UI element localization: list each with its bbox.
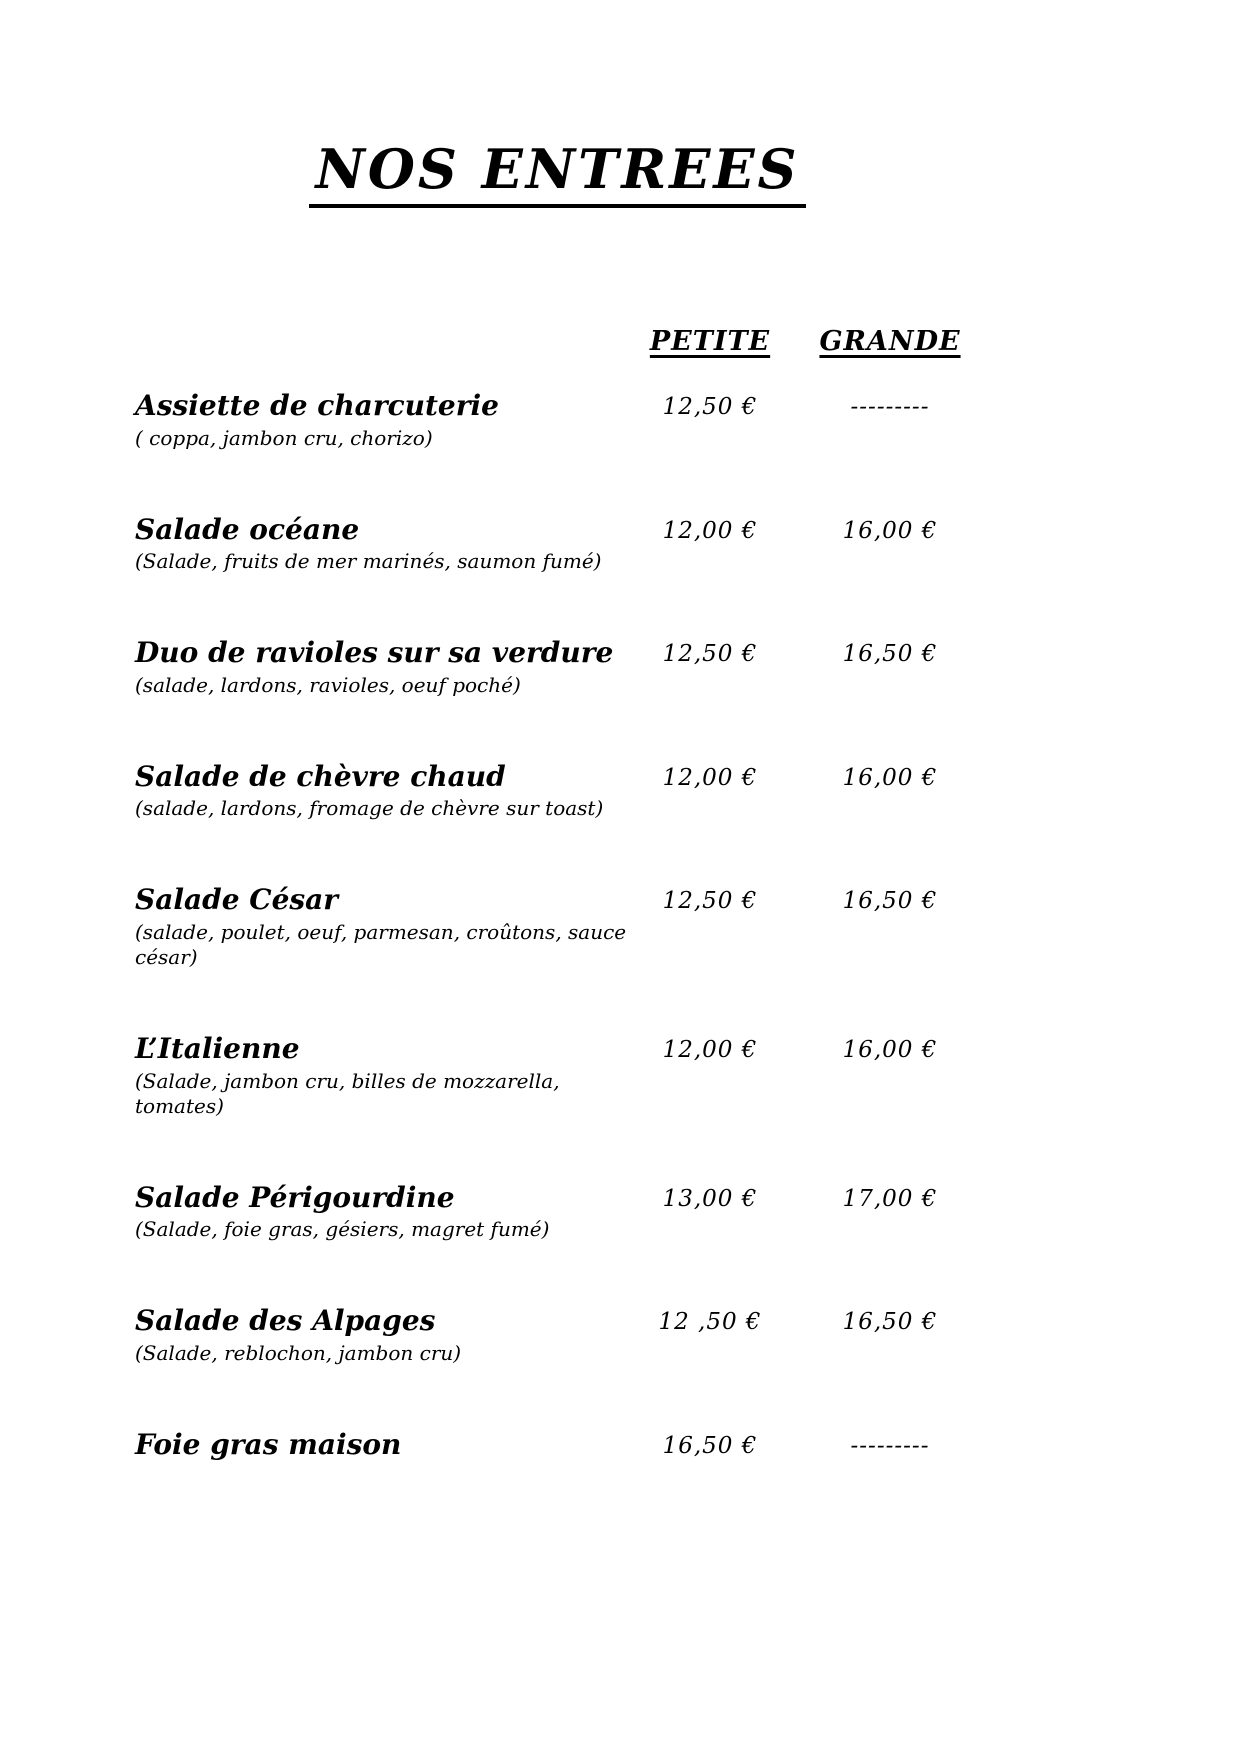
item-price-petite: 12,50 € (662, 641, 758, 668)
price-column-headers (135, 326, 1241, 357)
menu-item-row (135, 636, 1241, 698)
item-description: (salade, lardons, fromage de chèvre sur toast) (135, 796, 604, 821)
menu-item-text (135, 1032, 635, 1119)
menu-item-row (135, 513, 1241, 575)
menu-item-text (135, 1181, 635, 1243)
menu-item-text (135, 636, 635, 698)
menu-item-text (135, 1304, 635, 1366)
item-description: (salade, lardons, ravioles, oeuf poché) (135, 672, 521, 697)
item-price-grande: 16,00 € (842, 1037, 938, 1064)
menu-item-row (135, 389, 1241, 451)
item-price-grande: 16,50 € (842, 641, 938, 668)
item-name: Salade César (135, 883, 339, 917)
item-name: Salade de chèvre chaud (135, 759, 506, 793)
item-price-grande: 17,00 € (842, 1185, 938, 1212)
item-price-petite: 12,50 € (662, 888, 758, 915)
menu-item-row (135, 760, 1241, 822)
item-description: (salade, poulet, oeuf, parmesan, croûtons, sauce césar) (135, 920, 627, 970)
item-name: Salade océane (135, 512, 360, 546)
header-spacer (135, 326, 635, 357)
item-price-grande: 16,50 € (842, 888, 938, 915)
item-description: (Salade, fruits de mer marinés, saumon fumé) (135, 549, 602, 574)
menu-item-row (135, 1428, 1241, 1462)
menu-items-list (135, 389, 1241, 1461)
menu-item-text (135, 1428, 635, 1462)
item-price-grande: 16,00 € (842, 764, 938, 791)
item-description: ( coppa, jambon cru, chorizo) (135, 425, 433, 450)
item-price-petite: 13,00 € (662, 1185, 758, 1212)
item-price-grande: 16,00 € (842, 517, 938, 544)
column-header-grande: GRANDE (819, 326, 961, 358)
menu-item-row (135, 1032, 1241, 1119)
item-price-petite: 12,00 € (662, 764, 758, 791)
menu-item-text (135, 760, 635, 822)
menu-item-row (135, 1181, 1241, 1243)
item-description: (Salade, reblochon, jambon cru) (135, 1340, 462, 1365)
item-description: (Salade, foie gras, gésiers, magret fumé) (135, 1217, 550, 1242)
menu-item-text (135, 389, 635, 451)
item-price-petite: 12,00 € (662, 517, 758, 544)
item-name: Salade Périgourdine (135, 1180, 455, 1214)
page-title: NOS ENTREES (309, 138, 805, 208)
item-name: Duo de ravioles sur sa verdure (135, 636, 614, 670)
title-container (0, 138, 1241, 208)
item-price-petite: 16,50 € (662, 1432, 758, 1459)
column-header-petite: PETITE (649, 326, 771, 358)
item-description: (Salade, jambon cru, billes de mozzarella, tomates) (135, 1068, 560, 1118)
item-price-petite: 12,00 € (662, 1037, 758, 1064)
item-price-petite: 12 ,50 € (658, 1309, 762, 1336)
item-price-grande: 16,50 € (842, 1309, 938, 1336)
menu-item-text (135, 883, 635, 970)
item-name: Assiette de charcuterie (135, 389, 499, 423)
item-name: Foie gras maison (135, 1427, 402, 1461)
item-price-petite: 12,50 € (662, 394, 758, 421)
item-name: L’Italienne (135, 1032, 300, 1066)
item-name: Salade des Alpages (135, 1304, 436, 1338)
menu-item-text (135, 513, 635, 575)
item-price-grande: --------- (850, 1432, 930, 1459)
menu-item-row (135, 1304, 1241, 1366)
item-price-grande: --------- (850, 394, 930, 421)
menu-item-row (135, 883, 1241, 970)
